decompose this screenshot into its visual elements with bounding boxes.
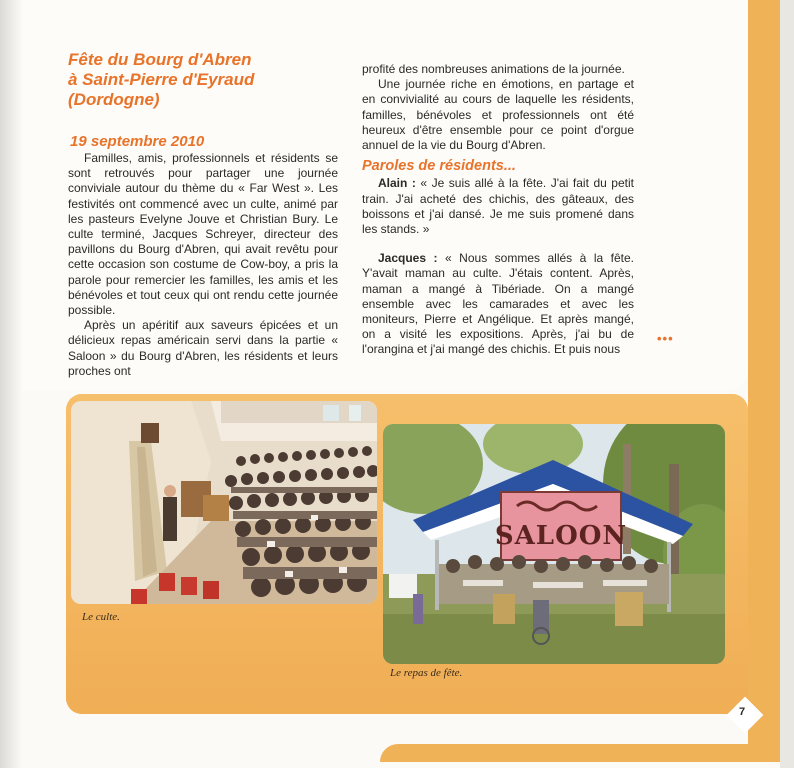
- photo-caption: Le culte.: [82, 611, 120, 623]
- paragraph: Après un apéritif aux saveurs épicées et un délicieux repas américain servi dans la partie « Saloon » du Bourg d'Abren, les résidents et leurs proches ont: [68, 318, 338, 378]
- orange-bottom-strip: [380, 744, 780, 762]
- binding-shadow: [0, 0, 22, 768]
- quote-speaker: Alain :: [378, 176, 416, 191]
- photo-festive-meal-image: [383, 424, 725, 664]
- quote-speaker: Jacques :: [378, 251, 438, 266]
- text-column-left: [68, 151, 338, 379]
- continue-marker: •••: [657, 331, 674, 346]
- quote-text: « Nous sommes allés à la fête. Y'avait maman au culte. J'étais content. Après, maman a mangé à Tibériade. On a mangé ensemble avec les camarades et avec les moniteurs, Pierre et Angélique. Et après mangé, on a visité les expositions. Après, j'ai bu de l'orangina et j'ai mangé des chichis. Et puis nous: [362, 251, 635, 357]
- paragraph: Une journée riche en émotions, en partage et en convivialité au cours de laquelle les résidents, familles, bénévoles et professionnels ont été heureux d'être ensemble pour ce point d'orgue annuel de la vie du Bourg d'Abren.: [362, 77, 634, 153]
- resident-quote: [362, 176, 634, 237]
- resident-quote: [362, 251, 634, 357]
- quote-text: « Je suis allé à la fête. J'ai fait du petit train. J'ai acheté des chichis, des gâteaux, des boissons et j'ai dansé. Je me suis promené dans les stands. »: [362, 176, 634, 237]
- paragraph: Familles, amis, professionnels et résidents se sont retrouvés pour partager une journée conviviale autour du thème du « Far West ». Les festivités ont commencé avec un culte, animé par les pasteurs Evelyne Jouve et Christian Bury. Le culte terminé, Jacques Schreyer, directeur des pavillons du Bourg d'Abren, qui avait revêtu pour cette occasion son costume de Cow-boy, a pris la parole pour remercier les familles, les amis et les bénévoles et tout ceux qui ont rendu cette journée possible.: [68, 151, 338, 318]
- photo-caption: Le repas de fête.: [390, 667, 463, 679]
- title-line-3: (Dordogne): [68, 90, 160, 109]
- page-edge: [780, 0, 794, 768]
- text-column-right: [362, 62, 634, 358]
- title-line-2: à Saint-Pierre d'Eyraud: [68, 70, 255, 89]
- orange-margin-band: [748, 0, 780, 760]
- photo-worship-service-image: [71, 401, 377, 604]
- section-subheading: Paroles de résidents...: [362, 158, 516, 175]
- saloon-sign-text: SALOON: [494, 521, 628, 551]
- article-date: 19 septembre 2010: [70, 133, 205, 150]
- page-number: 7: [739, 706, 746, 718]
- photo-festive-meal: [383, 424, 725, 664]
- photo-worship-service: [71, 401, 377, 604]
- article-title: [68, 50, 358, 110]
- paragraph-continuation: profité des nombreuses animations de la journée.: [362, 62, 625, 76]
- title-line-1: Fête du Bourg d'Abren: [68, 50, 252, 69]
